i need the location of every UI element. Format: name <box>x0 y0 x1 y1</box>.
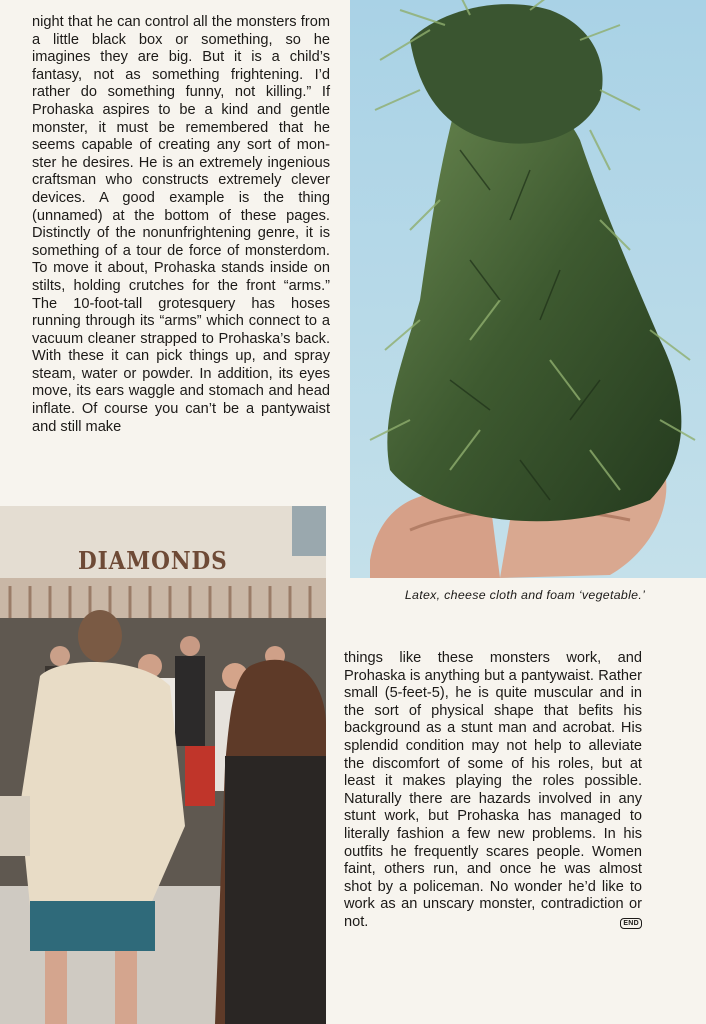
photo-caption: Latex, cheese cloth and foam ‘vegetable.’ <box>404 588 646 602</box>
article-text-left: night that he can control all the monsters from a little black box or something, so he imagines they are big. But it is a child’s fantasy, not as something frightening. I’d rather do something funny, not killing.” If Prohaska aspires to be a kind and gentle monster, it must be remembered that he seems capable of creating any sort of monster he desires. He is an extremely ingenious craftsman who constructs extremely clever devices. A good example is the thing (unnamed) at the bottom of these pages. Distinctly of the nonunfrightening genre, it is something of a tour de force of monsterdom. To move it about, Prohaska stands inside on stilts, holding crutches for the front “arms.” The 10-foot-tall grotesquery has hoses running through its “arms” which connect to a vacuum cleaner strapped to Prohaska’s back. With these it can pick things up, and spray steam, water or powder. In addition, its eyes move, its ears waggle and stomach and head inflate. Of course you can’t be a pantywaist and still make <box>32 14 330 435</box>
article-column-left <box>32 14 330 436</box>
article-text-right <box>344 650 642 932</box>
end-mark: END <box>620 918 642 929</box>
article-text-right-body: things like these monsters work, and Prohaska is anything but a pantywaist. Rather small (5-feet-5), he is quite muscular and in the sort of physical shape that befits his background as a stunt man and acrobat. His splendid condition may not help to alleviate the discomfort of some of his roles, but at least it makes playing the roles possible. Naturally there are hazards involved in any stunt work, but Prohaska has managed to literally fashion a few new problems. In his outfits he frequently scares people. Women faint, others run, and once he was almost shot by a policeman. No wonder he’d like to work as an unscary monster, contradiction or not. <box>344 650 642 930</box>
woman-with-long-hair <box>215 660 326 1024</box>
storefront-sign: DIAMONDS <box>78 546 228 575</box>
street-photo <box>0 506 326 1024</box>
monster-illustration <box>350 0 706 578</box>
article-column-right <box>344 650 642 932</box>
monster-photo <box>350 0 706 578</box>
street-scene-illustration <box>0 506 326 1024</box>
